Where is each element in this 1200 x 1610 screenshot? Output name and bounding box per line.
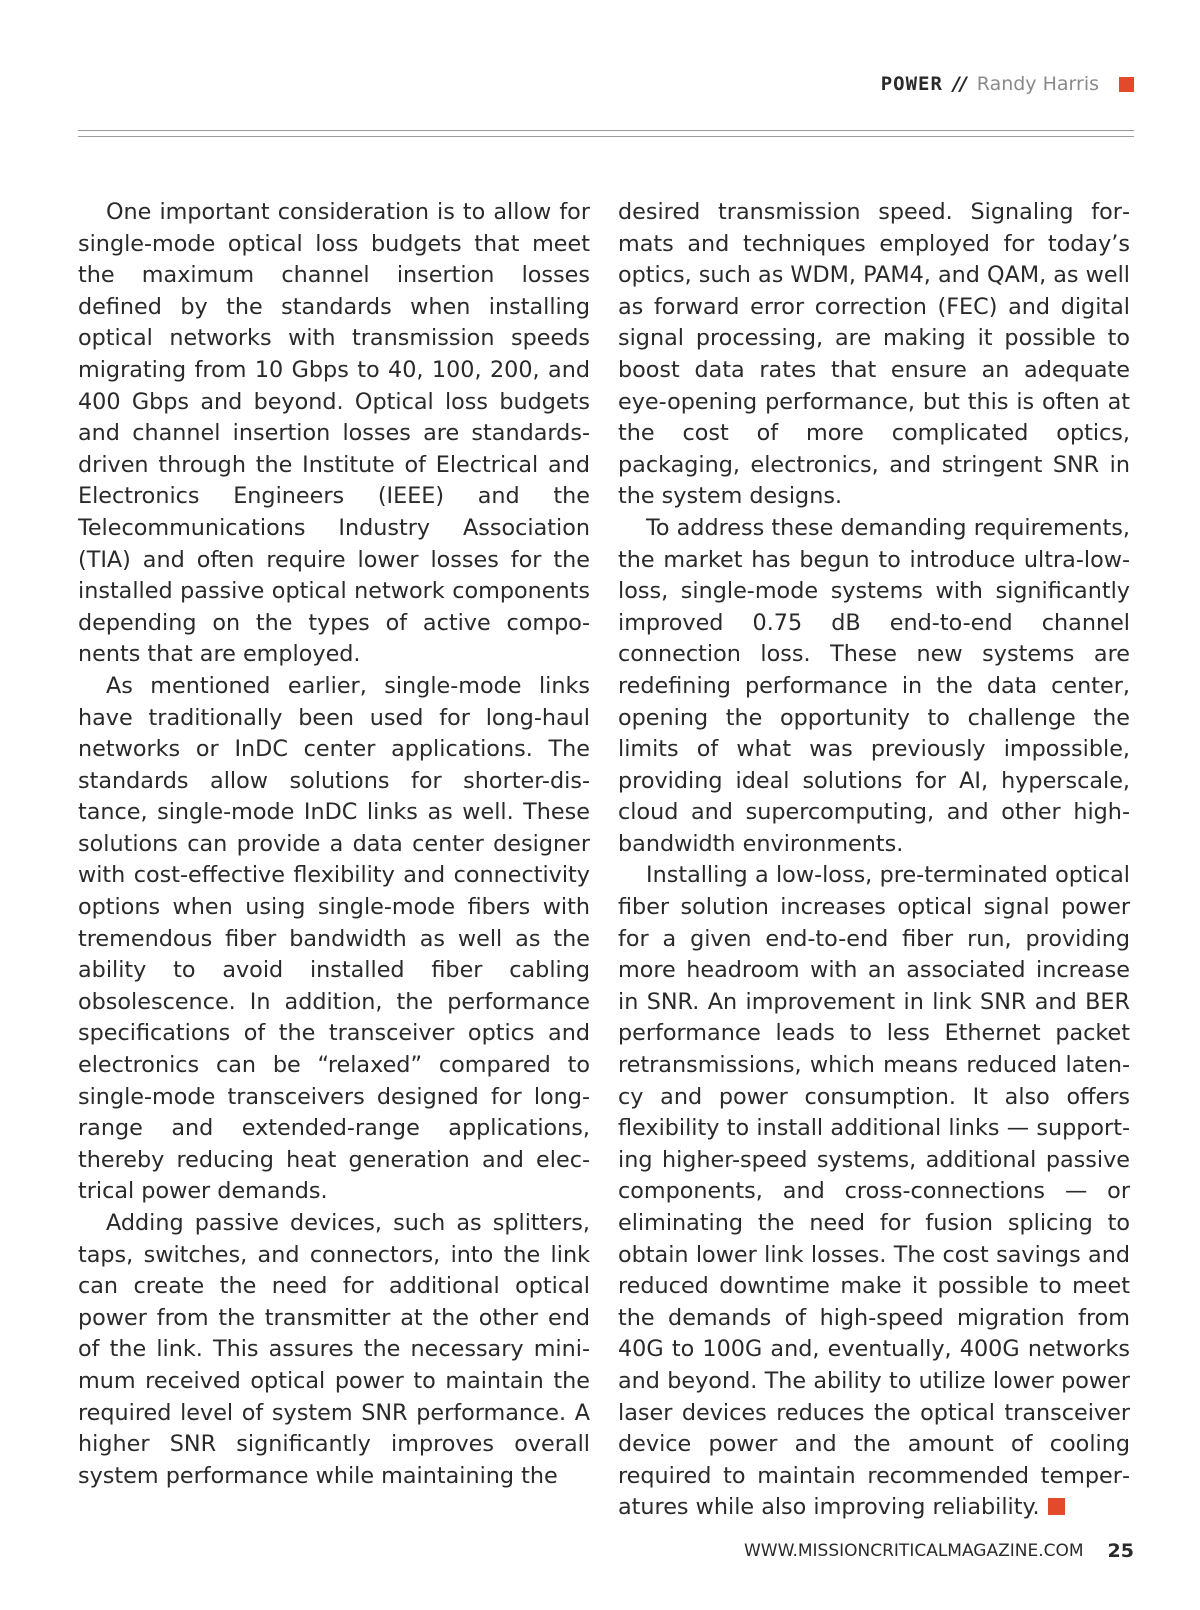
paragraph-single-mode-links: As mentioned earlier, single-mode links have traditionally been used for long-haul networks or InDC center applications. The standards allow solutions for shorter-distance, single-mode InDC links as well. These solutions can provide a data center designer with cost-effective flexibility and connectivity options when using single-mode fibers with tremendous fiber bandwidth as well as the ability to avoid installed fiber cabling obsolescence. In addition, the performance specifications of the transceiver optics and electronics can be “relaxed” compared to single-mode transceivers designed for long-range and extended-range applications, thereby reducing heat generation and electrical power demands. bbox=[78, 672, 590, 1205]
left-column bbox=[78, 197, 590, 1492]
author-name: Randy Harris bbox=[976, 73, 1099, 95]
paragraph-ultra-low-loss: To address these demanding requirements, the market has begun to introduce ultra-low-loss, single-mode systems with significantly improved 0.75 dB end-to-end channel connection loss. These new systems are redefining performance in the data center, opening the opportunity to challenge the limits of what was previously impossible, providing ideal solutions for AI, hyperscale, cloud and supercomputing, and other high-bandwidth environments. bbox=[618, 514, 1130, 857]
footer-website: WWW.MISSIONCRITICALMAGAZINE.COM bbox=[743, 1541, 1084, 1561]
paragraph-low-loss-solution bbox=[618, 860, 1130, 1523]
right-column bbox=[618, 197, 1130, 1524]
paragraph-signaling-formats: desired transmission speed. Signaling formats and techniques employed for today’s optics, such as WDM, PAM4, and QAM, as well as forward error correction (FEC) and digital signal processing, are making it possible to boost data rates that ensure an adequate eye-opening performance, but this is often at the cost of more complicated optics, packaging, electronics, and stringent SNR in the system designs. bbox=[618, 199, 1130, 510]
section-label: POWER bbox=[880, 73, 943, 95]
paragraph-low-loss-text: Installing a low-loss, pre-terminated optical fiber solution increases optical signal power for a given end-to-end fiber run, providing more headroom with an associated increase in SNR. An improvement in link SNR and BER performance leads to less Ethernet packet retransmissions, which means reduced latency and power consumption. It also offers flexibility to install additional links — supporting higher-speed systems, additional passive components, and cross-connections — or eliminating the need for fusion splicing to obtain lower link losses. The cost savings and reduced downtime make it possible to meet the demands of high-speed migration from 40G to 100G and, eventually, 400G networks and beyond. The ability to utilize lower power laser devices reduces the optical transceiver device power and the amount of cooling required to maintain recommended temperatures while also improving reliability. bbox=[618, 862, 1130, 1521]
page-footer bbox=[744, 1538, 1134, 1564]
accent-square-icon bbox=[1119, 77, 1134, 92]
running-header bbox=[881, 70, 1134, 98]
paragraph-loss-budgets: One important consideration is to allow for single-mode optical loss budgets that meet the maximum channel insertion losses defined by the standards when installing optical networks with transmission speeds migrating from 10 Gbps to 40, 100, 200, and 400 Gbps and beyond. Optical loss budgets and channel insertion losses are standards-driven through the Institute of Electrical and Electronics Engineers (IEEE) and the Telecommunications Industry Association (TIA) and often require lower losses for the installed passive optical network components depending on the types of active components that are employed. bbox=[78, 199, 590, 668]
paragraph-passive-devices: Adding passive devices, such as splitters, taps, switches, and connectors, into the link can create the need for additional optical power from the transmitter at the other end of the link. This assures the necessary minimum received optical power to maintain the required level of system SNR performance. A higher SNR significantly improves overall system performance while maintaining the bbox=[78, 1210, 590, 1489]
page-number: 25 bbox=[1107, 1540, 1134, 1562]
header-rule-bottom bbox=[78, 136, 1134, 137]
end-mark-icon bbox=[1048, 1498, 1065, 1515]
header-separator: // bbox=[952, 73, 967, 95]
header-rule-top bbox=[78, 130, 1134, 131]
